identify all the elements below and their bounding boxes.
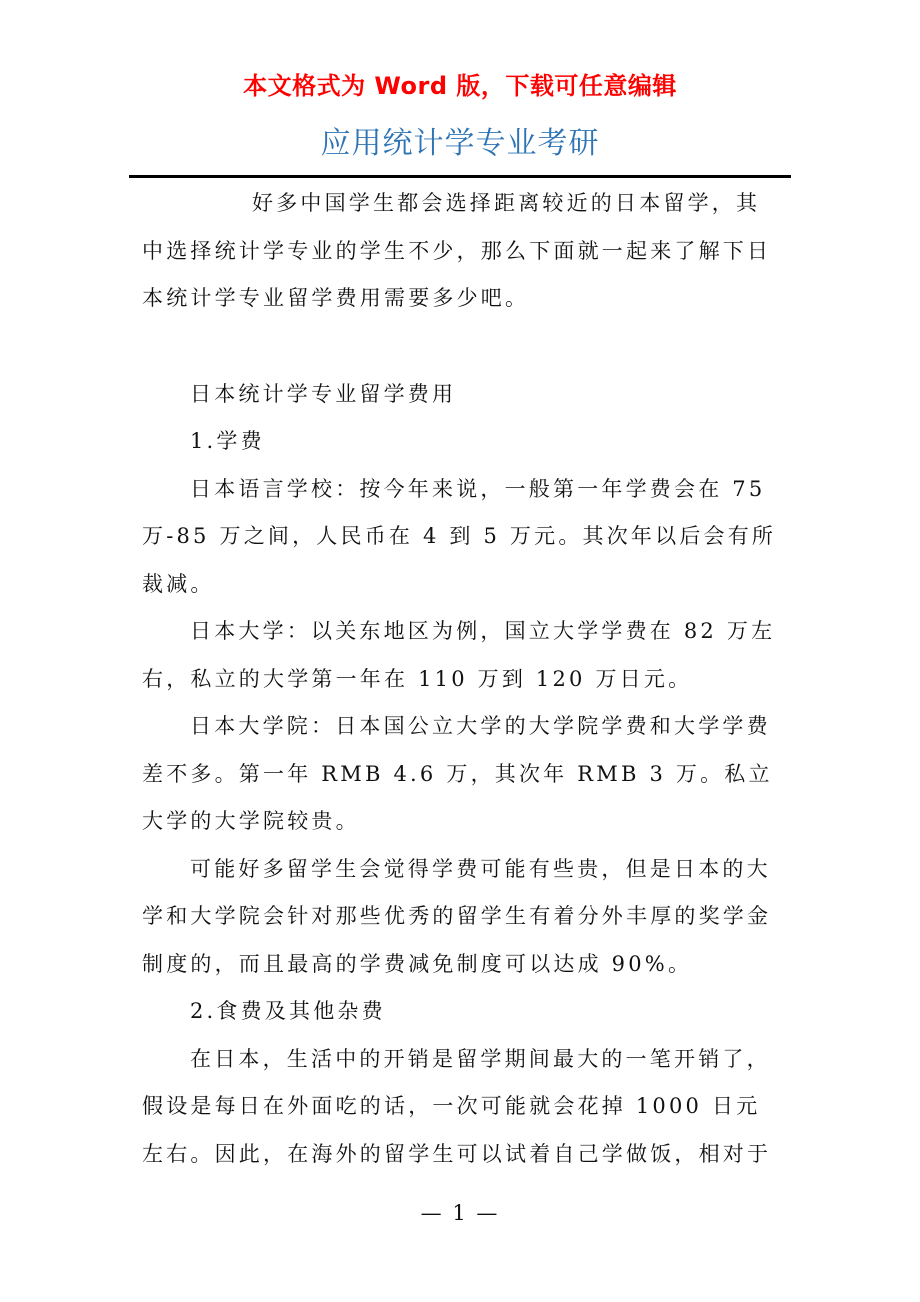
blank-line: [142, 323, 782, 371]
section-title: 日本统计学专业留学费用: [190, 381, 457, 406]
paragraph-graduate-school: 日本大学院：日本国公立大学的大学院学费和大学学费差不多。第一年 RMB 4.6 万，其次年 RMB 3 万。私立大学的大学院较贵。: [142, 714, 773, 833]
document-body: [142, 180, 782, 1178]
paragraph-university: 日本大学：以关东地区为例，国立大学学费在 82 万左右，私立的大学第一年在 110 万到 120 万日元。: [142, 619, 776, 691]
page-number: — 1 —: [420, 1201, 500, 1225]
editable-notice: 本文格式为 Word 版，下载可任意编辑: [243, 72, 677, 100]
subheading-tuition: 1.学费: [190, 429, 265, 453]
subheading-food-expenses: 2.食费及其他杂费: [190, 999, 386, 1023]
title-divider: [129, 175, 791, 178]
document-title: 应用统计学专业考研: [320, 126, 600, 161]
paragraph-living-costs: 在日本，生活中的开销是留学期间最大的一笔开销了，假设是每日在外面吃的话，一次可能就会花掉 1000 日元左右。因此，在海外的留学生可以试着自己学做饭，相对于: [142, 1046, 772, 1166]
paragraph-language-school: 日本语言学校：按今年来说，一般第一年学费会在 75 万-85 万之间，人民币在 4 到 5 万元。其次年以后会有所裁减。: [142, 476, 777, 596]
intro-paragraph: 好多中国学生都会选择距离较近的日本留学，其中选择统计学专业的学生不少，那么下面就一起来了解下日本统计学专业留学费用需要多少吧。: [142, 191, 772, 310]
paragraph-scholarship: 可能好多留学生会觉得学费可能有些贵，但是日本的大学和大学院会针对那些优秀的留学生有着分外丰厚的奖学金制度的，而且最高的学费减免制度可以达成 90%。: [142, 856, 772, 976]
